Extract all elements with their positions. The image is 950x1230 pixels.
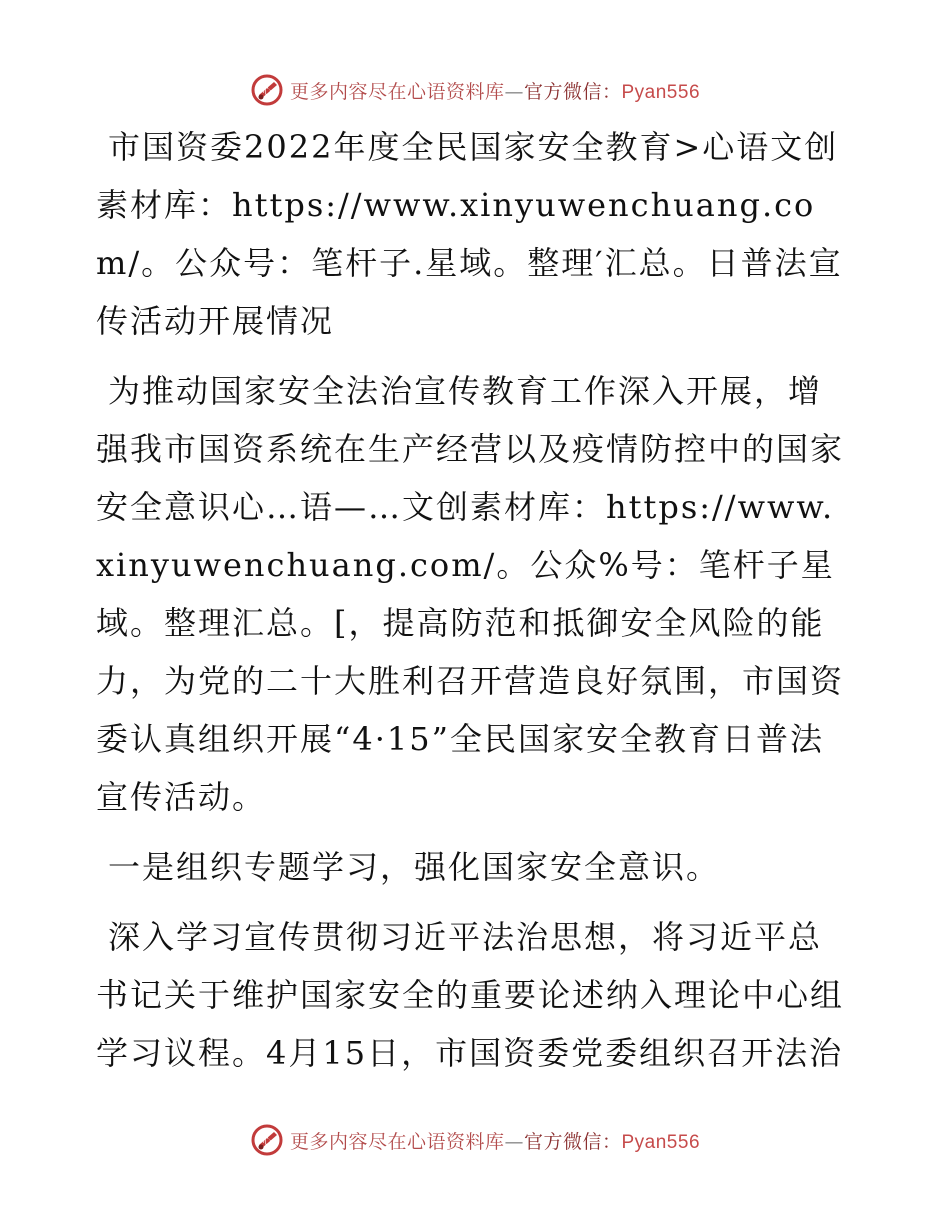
paragraph-section-heading: 一是组织专题学习，强化国家安全意识。	[108, 848, 721, 886]
watermark-text	[290, 77, 700, 104]
xinyu-logo-icon	[250, 1123, 284, 1157]
watermark-wechat-id: Pyan556	[621, 1131, 701, 1153]
watermark-wechat-id: Pyan556	[621, 81, 701, 103]
paragraph-title: 市国资委2022年度全民国家安全教育>心语文创素材库：https://www.xinyuwenchuang.com/。公众号：笔杆子.星域。整理′汇总。日普法宣传活动开展情况	[96, 128, 843, 340]
paragraph-study: 深入学习宣传贯彻习近平法治思想，将习近平总书记关于维护国家安全的重要论述纳入理论中心组学习议程。4月15日，市国资委党委组织召开法治	[96, 918, 845, 1072]
watermark-main: 更多内容尽在心语资料库	[289, 1130, 505, 1153]
logo-char: 心	[262, 87, 272, 97]
paragraph-intro: 为推动国家安全法治宣传教育工作深入开展，增强我市国资系统在生产经营以及疫情防控中的国家安全意识心…语—…文创素材库：https://www.xinyuwenchuang.com/。公众%号：笔杆子星域。整理汇总。[，提高防范和抵御安全风险的能力，为党的二十大胜利召开营造良好氛围，市国资委认真组织开展“4·15”全民国家安全教育日普法宣传活动。	[96, 372, 845, 816]
watermark-main: 更多内容尽在心语资料库	[289, 80, 505, 103]
watermark-dash: —	[504, 80, 524, 103]
watermark-wechat-label: 官方微信：	[523, 80, 622, 103]
logo-char: 心	[262, 1137, 272, 1147]
footer-watermark-banner	[0, 1120, 950, 1160]
watermark-wechat-label: 官方微信：	[523, 1130, 622, 1153]
watermark-dash: —	[504, 1130, 524, 1153]
xinyu-logo-icon	[250, 73, 284, 107]
watermark-text	[290, 1127, 700, 1154]
header-watermark-banner	[0, 70, 950, 110]
document-body	[96, 118, 852, 1094]
